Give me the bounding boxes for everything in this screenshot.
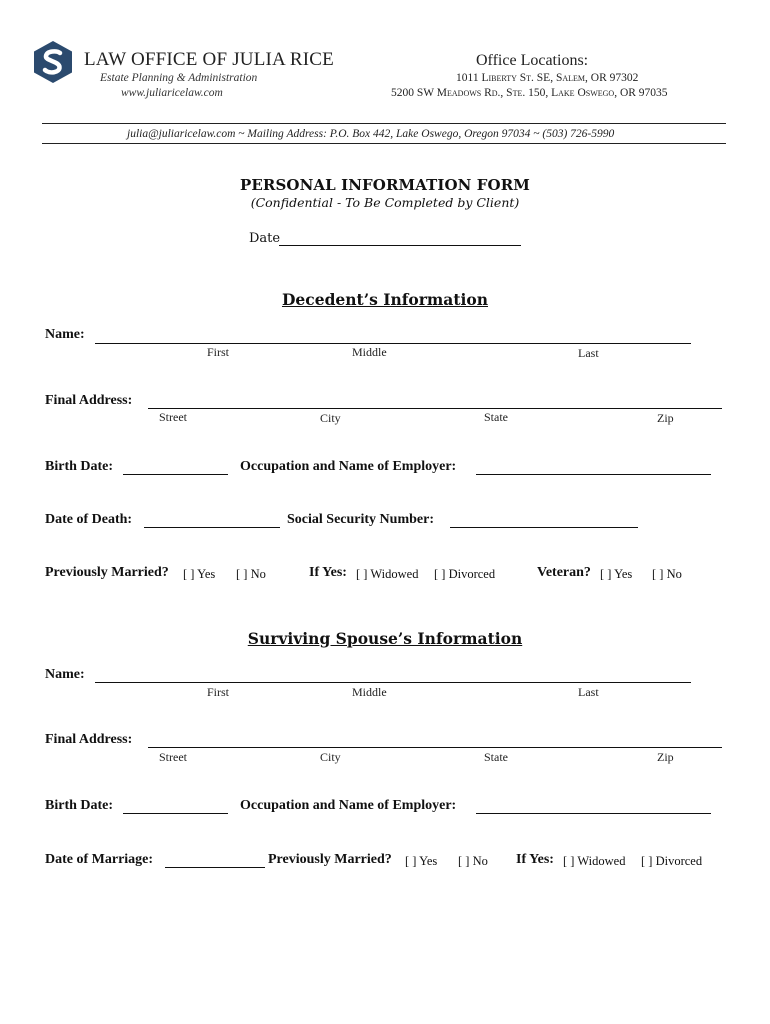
spouse-ifyes-label: If Yes: [516, 852, 554, 867]
decedent-address-state-caption: State [484, 410, 508, 424]
spouse-address-label: Final Address: [45, 732, 133, 747]
spouse-address-state-caption: State [484, 750, 508, 764]
decedent-section-title: Decedent’s Information [281, 290, 489, 309]
spouse-married-label: Previously Married? [268, 852, 392, 867]
decedent-ifyes-label: If Yes: [309, 565, 347, 580]
decedent-occupation-label: Occupation and Name of Employer: [240, 459, 457, 474]
decedent-veteran-yes-checkbox[interactable]: [ ] Yes [600, 567, 633, 581]
decedent-address-field[interactable] [148, 408, 722, 409]
decedent-married-yes-checkbox[interactable]: [ ] Yes [183, 567, 216, 581]
decedent-married-no-checkbox[interactable]: [ ] No [236, 567, 266, 581]
decedent-address-city-caption: City [320, 411, 341, 425]
decedent-widowed-checkbox[interactable]: [ ] Widowed [356, 567, 419, 581]
decedent-address-street-caption: Street [159, 410, 187, 424]
firm-tagline: Estate Planning & Administration [100, 72, 258, 84]
spouse-address-field[interactable] [148, 747, 722, 748]
firm-logo-icon [32, 40, 74, 84]
spouse-marriage-field[interactable] [165, 867, 265, 868]
decedent-ssn-field[interactable] [450, 527, 638, 528]
spouse-section-title: Surviving Spouse’s Information [247, 629, 523, 648]
spouse-name-last-caption: Last [578, 685, 599, 699]
header-rule-bottom [42, 143, 726, 144]
form-subtitle: (Confidential - To Be Completed by Client) [250, 195, 520, 210]
decedent-name-label: Name: [45, 327, 85, 342]
decedent-death-field[interactable] [144, 527, 280, 528]
form-title: PERSONAL INFORMATION FORM [240, 176, 530, 194]
spouse-occupation-field[interactable] [476, 813, 711, 814]
decedent-name-first-caption: First [207, 345, 230, 359]
date-label: Date [249, 231, 281, 246]
decedent-death-label: Date of Death: [45, 512, 133, 527]
spouse-name-label: Name: [45, 667, 85, 682]
spouse-address-city-caption: City [320, 750, 341, 764]
spouse-birth-label: Birth Date: [45, 798, 114, 813]
decedent-occupation-field[interactable] [476, 474, 711, 475]
spouse-address-zip-caption: Zip [657, 750, 674, 764]
office-address-salem: 1011 Liberty St. SE, Salem, OR 97302 [456, 72, 639, 84]
spouse-occupation-label: Occupation and Name of Employer: [240, 798, 457, 813]
spouse-married-yes-checkbox[interactable]: [ ] Yes [405, 854, 438, 868]
spouse-name-first-caption: First [207, 685, 230, 699]
decedent-veteran-label: Veteran? [537, 565, 591, 580]
decedent-birth-field[interactable] [123, 474, 228, 475]
spouse-marriage-label: Date of Marriage: [45, 852, 154, 867]
spouse-divorced-checkbox[interactable]: [ ] Divorced [641, 854, 703, 868]
spouse-address-street-caption: Street [159, 750, 187, 764]
decedent-ssn-label: Social Security Number: [287, 512, 434, 527]
spouse-name-middle-caption: Middle [352, 685, 387, 699]
decedent-address-zip-caption: Zip [657, 411, 674, 425]
spouse-birth-field[interactable] [123, 813, 228, 814]
spouse-name-field[interactable] [95, 682, 691, 683]
decedent-address-label: Final Address: [45, 393, 133, 408]
office-address-lake-oswego: 5200 SW Meadows Rd., Ste. 150, Lake Oswego, OR 97035 [391, 87, 668, 99]
decedent-birth-label: Birth Date: [45, 459, 114, 474]
firm-website: www.juliaricelaw.com [121, 87, 223, 99]
spouse-married-no-checkbox[interactable]: [ ] No [458, 854, 488, 868]
offices-title: Office Locations: [476, 52, 589, 69]
contact-line: julia@juliaricelaw.com ~ Mailing Address: P.O. Box 442, Lake Oswego, Oregon 97034 ~ (503) 726-5990 [127, 128, 615, 140]
decedent-veteran-no-checkbox[interactable]: [ ] No [652, 567, 682, 581]
decedent-married-label: Previously Married? [45, 565, 169, 580]
date-field[interactable] [279, 245, 521, 246]
decedent-name-middle-caption: Middle [352, 345, 387, 359]
header-rule-top [42, 123, 726, 124]
spouse-widowed-checkbox[interactable]: [ ] Widowed [563, 854, 626, 868]
firm-name: LAW OFFICE OF JULIA RICE [84, 49, 334, 70]
decedent-name-last-caption: Last [578, 346, 599, 360]
decedent-divorced-checkbox[interactable]: [ ] Divorced [434, 567, 496, 581]
decedent-name-field[interactable] [95, 343, 691, 344]
